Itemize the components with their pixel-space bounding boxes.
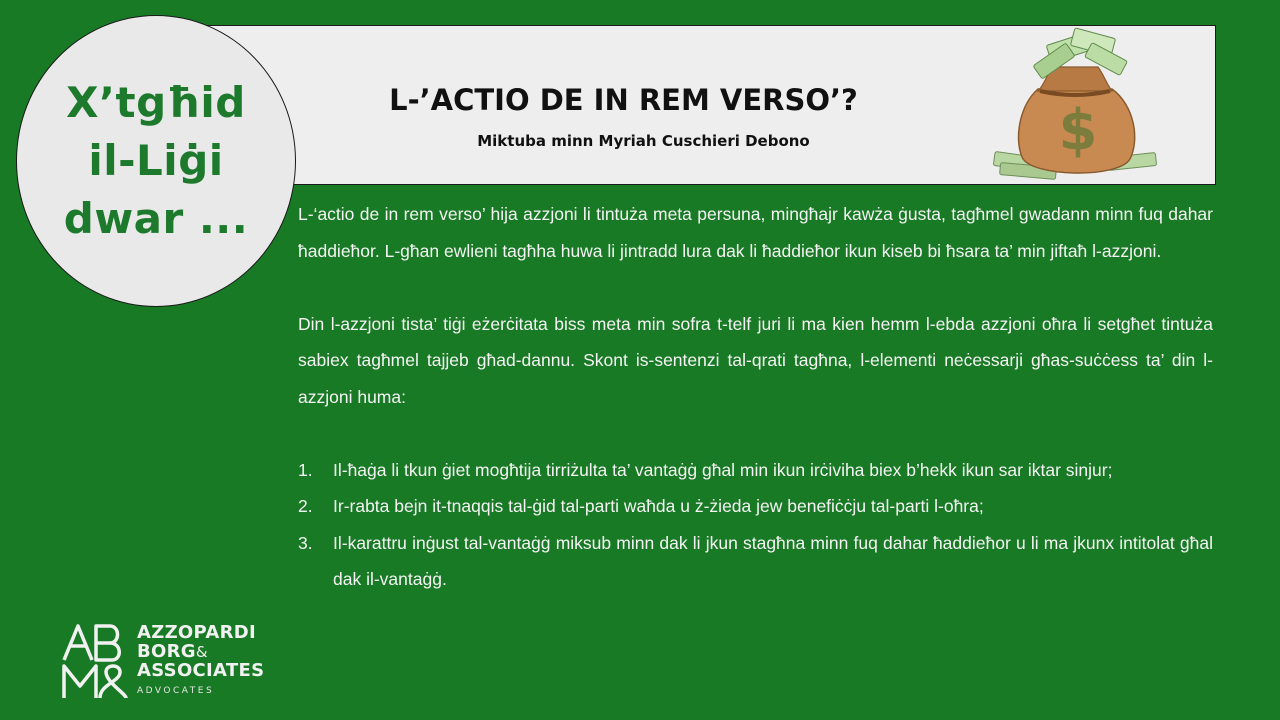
list-number: 1. — [298, 459, 313, 480]
list-item — [298, 525, 1213, 598]
firm-logo — [60, 618, 265, 704]
logo-tagline: ADVOCATES — [137, 686, 215, 696]
list-number: 3. — [298, 532, 313, 553]
page-title: L-’ACTIO DE IN REM VERSO’? — [389, 83, 858, 117]
logo-name-line3: ASSOCIATES — [137, 660, 265, 681]
logo-borg: BORG — [137, 641, 196, 662]
circle-heading: X’tgħid il-Liġi dwar ... — [63, 78, 249, 243]
list-number: 2. — [298, 496, 313, 516]
author-byline: Miktuba minn Myriah Cuschieri Debono — [477, 132, 810, 150]
paragraph-intro: L-‘actio de in rem verso’ hija azzjoni li tintuża meta persuna, mingħajr kawża ġusta, tagħmel gwadann minn fuq dahar ħaddieħor. L-għan ewlieni tagħha huwa li jintradd lura dak li ħaddieħor ikun kiseb bi ħsara ta’ min jiftaħ l-azzjoni. — [298, 204, 1213, 261]
list-item-text: Ir-rabta bejn it-tnaqqis tal-ġid tal-parti waħda u ż-żieda jew benefiċċju tal-parti l-oħra; — [333, 496, 984, 516]
logo-name-line2 — [137, 642, 208, 662]
list-item — [298, 452, 1213, 489]
article-body — [298, 196, 1213, 598]
list-item-text: Il-karattru inġust tal-vantaġġ miksub minn dak li jkun stagħna minn fuq dahar ħaddieħor u li ma jkunx intitolat għal dak il-vantaġġ. — [333, 532, 1213, 589]
list-item-text: Il-ħaġa li tkun ġiet mogħtija tirriżulta ta’ vantaġġ għal min ikun irċiviha biex b’hekk ikun sar iktar sinjur; — [333, 459, 1113, 480]
svg-text:$: $ — [1058, 98, 1098, 163]
list-item — [298, 488, 1213, 525]
logo-ampersand: & — [195, 643, 208, 661]
money-bag-icon — [990, 27, 1162, 185]
logo-name-line1: AZZOPARDI — [137, 622, 257, 643]
ab-and-m-monogram-icon — [60, 622, 130, 702]
elements-list — [298, 452, 1213, 598]
topic-circle — [16, 15, 296, 307]
paragraph-conditions: Din l-azzjoni tista’ tiġi eżerċitata biss meta min sofra t-telf juri li ma kien hemm l-ebda azzjoni oħra li setgħet tintuża sabiex tagħmel tajjeb għad-dannu. Skont is-sentenzi tal-qrati tagħna, l-elementi neċessarji għas-suċċess ta’ din l-azzjoni huma: — [298, 313, 1213, 407]
